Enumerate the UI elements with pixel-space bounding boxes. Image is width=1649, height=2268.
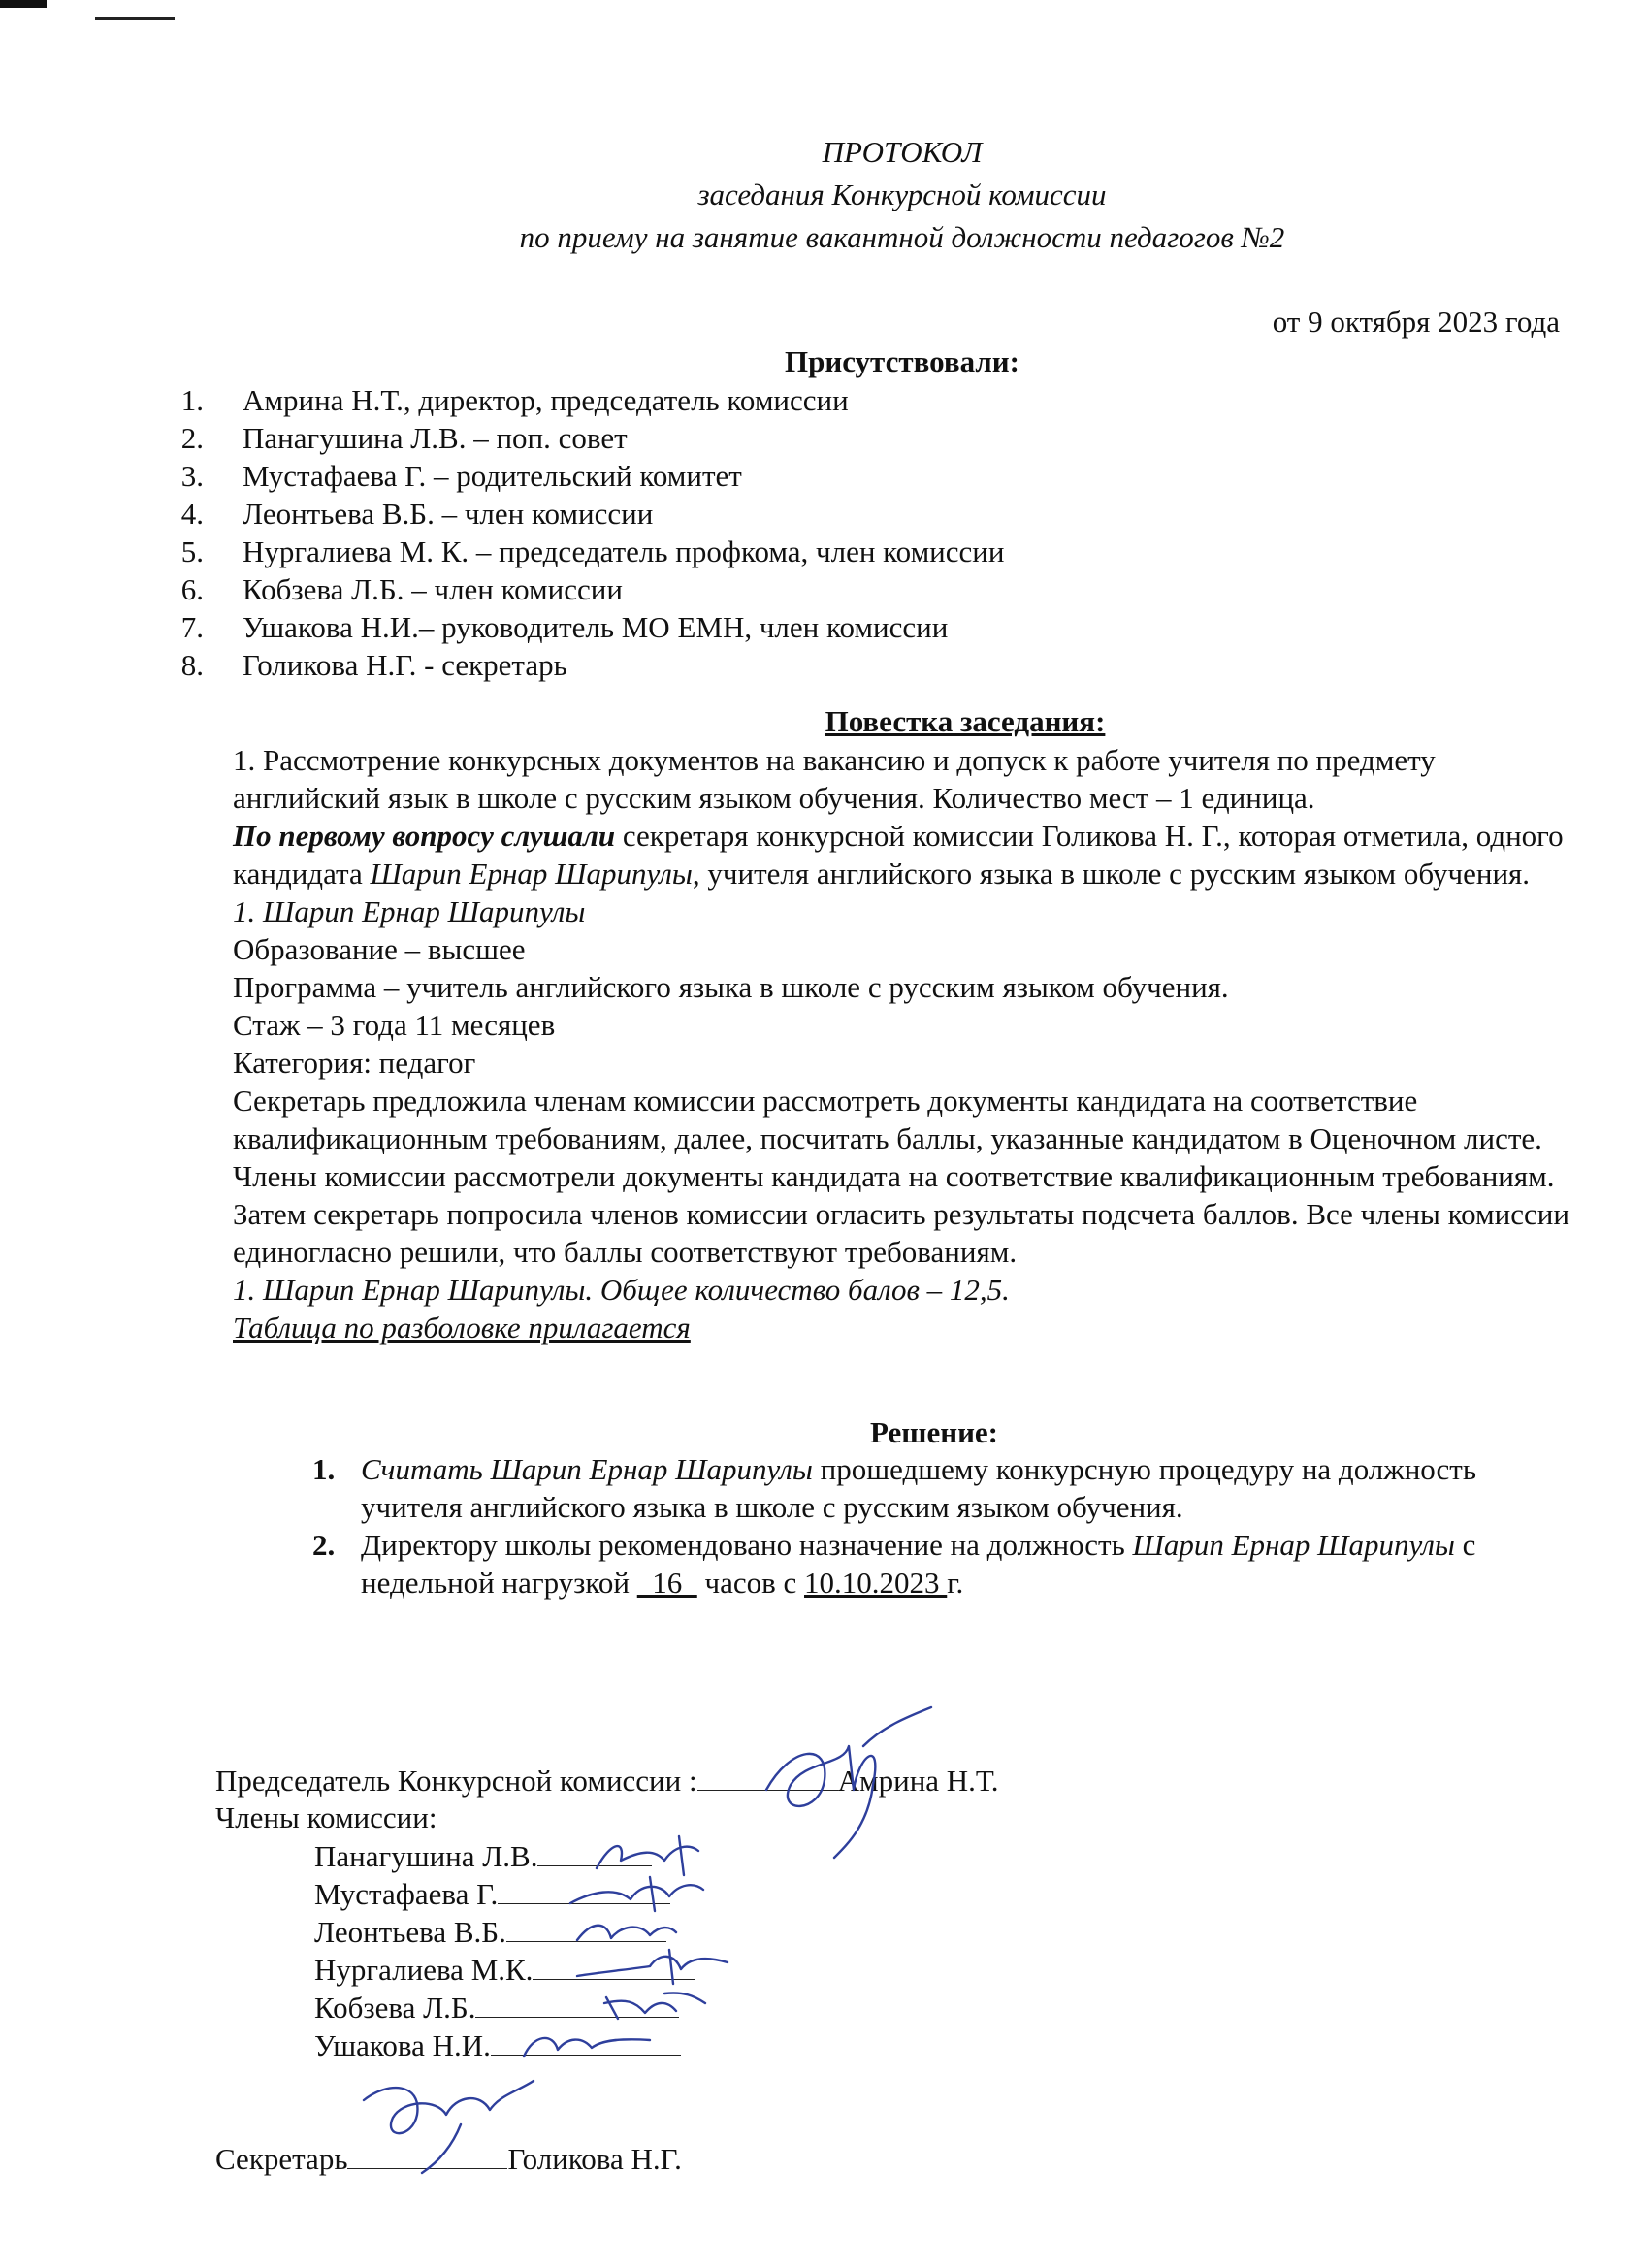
agenda-item-1: 1. Рассмотрение конкурсных документов на вакансию и допуск к работе учителя по предмету английский язык в школе с русским языком обучения. Количество мест – 1 единица.: [233, 743, 1436, 815]
candidate-line: 1. Шарип Ернар Шарипулы: [233, 894, 586, 928]
list-item: 6. Кобзева Л.Б. – член комиссии: [180, 572, 623, 606]
attendees-list: [180, 381, 1005, 684]
decision-item-1: 1. Считать Шарип Ернар Шарипулы прошедшему конкурсную процедуру на должность учителя английского языка в школе с русским языком обучения.: [312, 1452, 1476, 1524]
decision-list: [312, 1450, 1578, 1602]
document-subtitle-1: заседания Конкурсной комиссии: [697, 178, 1107, 211]
member-signature-scribble: [572, 1945, 737, 1989]
decision-item-2: 2. Директору школы рекомендовано назначение на должность Шарип Ернар Шарипулы с недельной нагрузкой 16 часов с 10.10.2023 г.: [312, 1528, 1476, 1600]
list-item: 1. Амрина Н.Т., директор, председатель комиссии: [180, 383, 849, 417]
list-item: 2. Панагушина Л.В. – поп. совет: [180, 421, 628, 455]
heard-paragraph: По первому вопросу слушали секретаря конкурсной комиссии Голикова Н. Г., которая отметила, одного кандидата Шарип Ернар Шарипулы, учителя английского языка в школе с русским языком обучения.: [233, 819, 1564, 891]
list-item: 4. Леонтьева В.Б. – член комиссии: [180, 497, 654, 531]
secretary-signature-line: Секретарь Голикова Н.Г.: [215, 2139, 1088, 2177]
member-signature-line: Мустафаева Г.: [215, 1874, 1088, 1912]
list-item: 7. Ушакова Н.И.– руководитель МО ЕМН, член комиссии: [180, 610, 949, 644]
member-signature-line: Панагушина Л.В.: [215, 1836, 1088, 1874]
experience-line: Стаж – 3 года 11 месяцев: [233, 1008, 556, 1042]
member-signature-line: Ушакова Н.И.: [215, 2025, 1088, 2063]
program-line: Программа – учитель английского языка в школе с русским языком обучения.: [233, 970, 1229, 1004]
member-signature-scribble: [567, 1911, 684, 1950]
member-signature-line: Кобзева Л.Б.: [215, 1988, 1088, 2025]
agenda-heading: Повестка заседания:: [824, 704, 1106, 738]
member-signature-scribble: [563, 1872, 708, 1916]
member-signature-line: Леонтьева В.Б.: [215, 1912, 1088, 1950]
member-signature-line: Нургалиева М.К.: [215, 1950, 1088, 1988]
attendees-heading: Присутствовали:: [784, 344, 1019, 378]
document-title: ПРОТОКОЛ: [822, 135, 983, 169]
scan-mark: [0, 0, 47, 8]
secretary-signature-scribble: [344, 2071, 538, 2178]
chair-signature-line: Председатель Конкурсной комиссии : Амрина Н.Т.: [215, 1761, 1088, 1798]
table-note: Таблица по разболовке прилагается: [233, 1311, 691, 1345]
hours-value: 16: [636, 1566, 697, 1600]
decision-heading: Решение:: [869, 1415, 999, 1449]
score-line: 1. Шарип Ернар Шарипулы. Общее количество балов – 12,5.: [233, 1273, 1010, 1307]
document-subtitle-2: по приему на занятие вакантной должности педагогов №2: [519, 220, 1285, 254]
list-item: 5. Нургалиева М. К. – председатель профкома, член комиссии: [180, 535, 1005, 568]
members-label: Члены комиссии:: [215, 1800, 437, 1834]
list-item: 3. Мустафаева Г. – родительский комитет: [180, 459, 742, 493]
category-line: Категория: педагог: [233, 1046, 476, 1080]
discussion-paragraph: Секретарь предложила членам комиссии рассмотреть документы кандидата на соответствие квалификационным требованиям, далее, посчитать баллы, указанные кандидатом в Оценочном листе. Члены комиссии рассмотрели документы кандидата на соответствие квалификационным требованиям. Затем секретарь попросила членов комиссии огласить результаты подсчета баллов. Все члены комиссии единогласно решили, что баллы соответствуют требованиям.: [233, 1084, 1569, 1269]
education-line: Образование – высшее: [233, 932, 526, 966]
start-date-value: 10.10.2023: [804, 1566, 948, 1600]
list-item: 8. Голикова Н.Г. - секретарь: [180, 648, 567, 682]
scan-mark-line: [95, 17, 175, 20]
document-date: от 9 октября 2023 года: [1272, 305, 1560, 339]
chair-signature-scribble: [737, 1688, 941, 1863]
member-signature-scribble: [597, 1984, 713, 2027]
member-signature-scribble: [514, 2023, 660, 2066]
agenda-body: [233, 741, 1571, 1346]
